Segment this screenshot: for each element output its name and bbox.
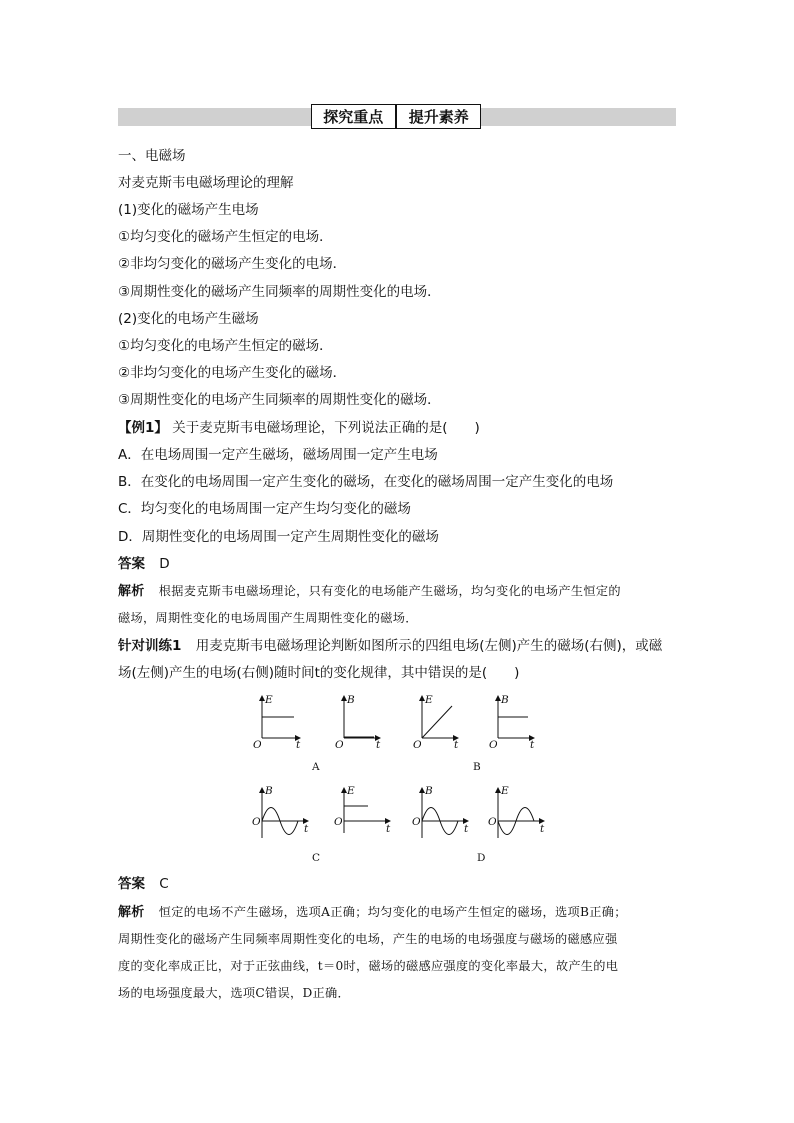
axis-label-t: t bbox=[376, 739, 381, 751]
example1-label: 【例1】 bbox=[118, 420, 168, 436]
axis-label-origin: O bbox=[252, 816, 261, 828]
example1-question-text: 关于麦克斯韦电磁场理论，下列说法正确的是( ) bbox=[172, 420, 480, 436]
axis-label-B: B bbox=[347, 694, 355, 706]
axis-label-origin: O bbox=[335, 739, 344, 751]
analysis-label: 解析 bbox=[118, 584, 145, 599]
analysis-text: 度的变化率成正比，对于正弦曲线，t＝0时，磁场的磁感应强度的变化率最大，故产生的电 bbox=[118, 959, 619, 973]
section-header bbox=[311, 104, 481, 129]
part1-item: ③周期性变化的磁场产生同频率的周期性变化的电场． bbox=[118, 284, 441, 300]
axis-label-E: E bbox=[265, 694, 273, 706]
training1-answer bbox=[118, 874, 169, 894]
part2-item: ②非均匀变化的电场产生变化的磁场． bbox=[118, 365, 347, 381]
example1-analysis bbox=[118, 581, 621, 602]
figure-caption-a: A bbox=[312, 761, 320, 773]
part1-item: ②非均匀变化的磁场产生变化的电场． bbox=[118, 256, 347, 272]
graph-line bbox=[422, 706, 452, 738]
intro-text: 对麦克斯韦电磁场理论的理解 bbox=[118, 175, 294, 191]
figure-caption-d: D bbox=[477, 852, 486, 864]
answer-label: 答案 bbox=[118, 876, 145, 892]
analysis-label: 解析 bbox=[118, 905, 145, 920]
axis-label-t: t bbox=[304, 823, 309, 835]
axis-label-B: B bbox=[425, 785, 433, 797]
analysis-text: 周期性变化的磁场产生同频率周期性变化的电场，产生的电场的电场强度与磁场的磁感应强 bbox=[118, 932, 618, 946]
axis-label-t: t bbox=[530, 739, 535, 751]
example1-option-c: C．均匀变化的电场周围一定产生均匀变化的磁场 bbox=[118, 501, 411, 517]
analysis-text: 场的电场强度最大，选项C错误，D正确． bbox=[118, 986, 350, 1000]
field-graphs-figure bbox=[240, 688, 560, 868]
axis-label-E: E bbox=[501, 785, 509, 797]
analysis-text: 磁场，周期性变化的电场周围产生周期性变化的磁场． bbox=[118, 611, 418, 625]
axis-label-origin: O bbox=[488, 816, 497, 828]
answer-value: C bbox=[159, 876, 169, 892]
training1-label: 针对训练1 bbox=[118, 638, 182, 654]
axis-label-t: t bbox=[540, 823, 545, 835]
axis-label-origin: O bbox=[413, 739, 422, 751]
axis-label-E: E bbox=[347, 785, 355, 797]
example1-option-a: A．在电场周围一定产生磁场，磁场周围一定产生电场 bbox=[118, 447, 438, 463]
axis-label-t: t bbox=[454, 739, 459, 751]
header-left: 探究重点 bbox=[323, 108, 384, 126]
axis-label-origin: O bbox=[489, 739, 498, 751]
section-title: 一、电磁场 bbox=[118, 148, 186, 164]
training1-question-text: 用麦克斯韦电磁场理论判断如图所示的四组电场(左侧)产生的磁场(右侧)，或磁 bbox=[195, 638, 663, 654]
training1-question bbox=[118, 636, 662, 656]
part1-title: (1)变化的磁场产生电场 bbox=[118, 202, 259, 218]
answer-label: 答案 bbox=[118, 556, 145, 572]
part1-item: ①均匀变化的磁场产生恒定的电场． bbox=[118, 229, 333, 245]
header-right: 提升素养 bbox=[408, 108, 469, 126]
axis-label-B: B bbox=[501, 694, 509, 706]
analysis-text: 恒定的电场不产生磁场，选项A正确；均匀变化的电场产生恒定的磁场，选项B正确； bbox=[158, 905, 627, 919]
axis-label-t: t bbox=[464, 823, 469, 835]
example1-question bbox=[118, 418, 480, 438]
axis-label-t: t bbox=[386, 823, 391, 835]
training1-analysis bbox=[118, 902, 627, 923]
answer-value: D bbox=[159, 556, 170, 572]
training1-question-text: 场(左侧)产生的电场(右侧)随时间t的变化规律，其中错误的是( ) bbox=[118, 665, 520, 681]
example1-option-b: B．在变化的电场周围一定产生变化的磁场，在变化的磁场周围一定产生变化的电场 bbox=[118, 474, 614, 490]
example1-option-d: D．周期性变化的电场周围一定产生周期性变化的磁场 bbox=[118, 529, 439, 545]
axis-label-origin: O bbox=[412, 816, 421, 828]
axis-label-t: t bbox=[296, 739, 301, 751]
header-divider bbox=[395, 105, 397, 128]
figure-caption-b: B bbox=[473, 761, 481, 773]
part2-item: ③周期性变化的电场产生同频率的周期性变化的磁场． bbox=[118, 392, 441, 408]
part2-item: ①均匀变化的电场产生恒定的磁场． bbox=[118, 338, 333, 354]
axis-label-E: E bbox=[425, 694, 433, 706]
part2-title: (2)变化的电场产生磁场 bbox=[118, 311, 259, 327]
axis-label-B: B bbox=[265, 785, 273, 797]
axis-label-origin: O bbox=[334, 816, 343, 828]
analysis-text: 根据麦克斯韦电磁场理论，只有变化的电场能产生磁场，均匀变化的电场产生恒定的 bbox=[158, 584, 621, 598]
example1-answer bbox=[118, 554, 170, 574]
figure-caption-c: C bbox=[312, 852, 321, 864]
axis-label-origin: O bbox=[253, 739, 262, 751]
